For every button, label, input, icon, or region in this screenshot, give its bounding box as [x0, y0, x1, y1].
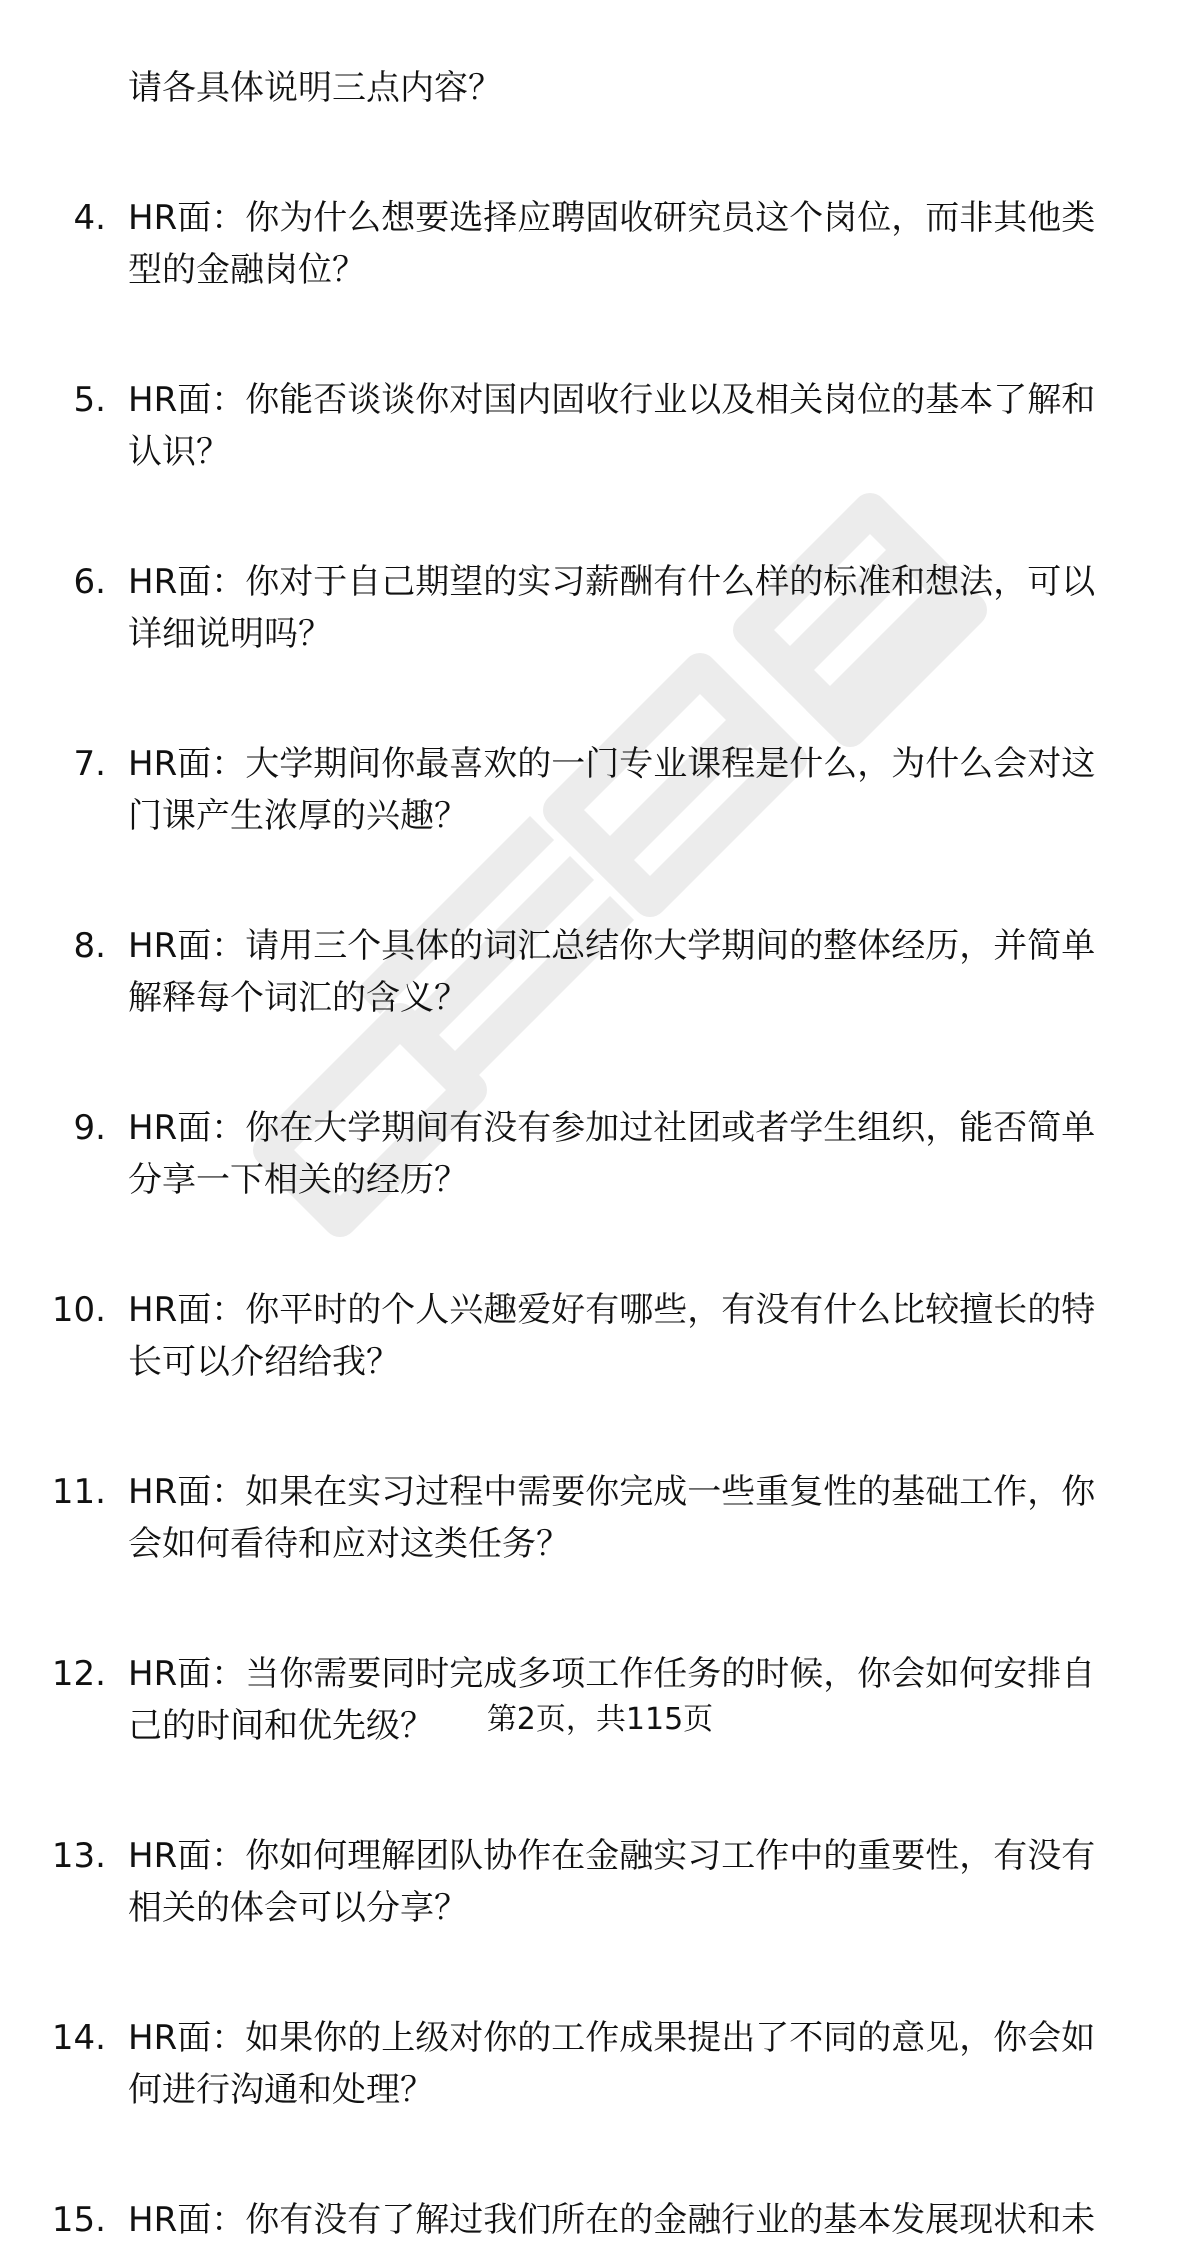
question-number: 10.	[51, 1290, 106, 1330]
question-text-line: HR面：当你需要同时完成多项工作任务的时候，你会如何安排自	[128, 1654, 1096, 1694]
question-text-line: 详细说明吗？	[128, 614, 332, 654]
question-text-line: 相关的体会可以分享？	[128, 1888, 468, 1928]
question-text-line: HR面：你为什么想要选择应聘固收研究员这个岗位，而非其他类	[128, 198, 1096, 238]
question-text-line: HR面：你有没有了解过我们所在的金融行业的基本发展现状和未	[128, 2200, 1096, 2240]
question-item	[0, 556, 1200, 660]
question-text-line: 己的时间和优先级？	[128, 1706, 434, 1746]
question-number: 6.	[73, 562, 106, 602]
question-text-line: HR面：你如何理解团队协作在金融实习工作中的重要性，有没有	[128, 1836, 1096, 1876]
question-number: 15.	[51, 2200, 106, 2240]
question-number: 8.	[73, 926, 106, 966]
question-text-line: HR面：如果在实习过程中需要你完成一些重复性的基础工作，你	[128, 1472, 1096, 1512]
question-item	[0, 738, 1200, 842]
document-body	[0, 62, 1200, 2246]
question-text-line: 解释每个词汇的含义？	[128, 978, 468, 1018]
question-item	[0, 2012, 1200, 2116]
page-footer: 第2页，共115页	[486, 1702, 714, 1737]
question-number: 13.	[51, 1836, 106, 1876]
question-text-line: HR面：你在大学期间有没有参加过社团或者学生组织，能否简单	[128, 1108, 1096, 1148]
question-text-line: 门课产生浓厚的兴趣？	[128, 796, 468, 836]
question-item	[0, 374, 1200, 478]
question-text-line: HR面：请用三个具体的词汇总结你大学期间的整体经历，并简单	[128, 926, 1096, 966]
question-item	[0, 1466, 1200, 1570]
question-number: 4.	[73, 198, 106, 238]
question-number: 11.	[51, 1472, 106, 1512]
question-text-line: 认识？	[128, 432, 230, 472]
question-item	[0, 1284, 1200, 1388]
question-3-continuation: 请各具体说明三点内容？	[128, 68, 502, 108]
question-number: 12.	[51, 1654, 106, 1694]
question-item	[0, 1830, 1200, 1934]
question-text-line: 分享一下相关的经历？	[128, 1160, 468, 1200]
question-item	[0, 2194, 1200, 2246]
question-text-line: HR面：你对于自己期望的实习薪酬有什么样的标准和想法，可以	[128, 562, 1096, 602]
question-number: 9.	[73, 1108, 106, 1148]
question-text-line: HR面：如果你的上级对你的工作成果提出了不同的意见，你会如	[128, 2018, 1096, 2058]
question-text-line: HR面：你平时的个人兴趣爱好有哪些，有没有什么比较擅长的特	[128, 1290, 1096, 1330]
question-number: 7.	[73, 744, 106, 784]
question-item	[0, 1102, 1200, 1206]
question-list	[0, 192, 1200, 2246]
question-text-line: 何进行沟通和处理？	[128, 2070, 434, 2110]
question-text-line: 会如何看待和应对这类任务？	[128, 1524, 570, 1564]
question-text-line: HR面：你能否谈谈你对国内固收行业以及相关岗位的基本了解和	[128, 380, 1096, 420]
question-text-line: 长可以介绍给我？	[128, 1342, 400, 1382]
question-item	[0, 192, 1200, 296]
question-number: 5.	[73, 380, 106, 420]
question-text-line: 型的金融岗位？	[128, 250, 366, 290]
question-number: 14.	[51, 2018, 106, 2058]
question-item	[0, 920, 1200, 1024]
question-text-line: HR面：大学期间你最喜欢的一门专业课程是什么，为什么会对这	[128, 744, 1096, 784]
